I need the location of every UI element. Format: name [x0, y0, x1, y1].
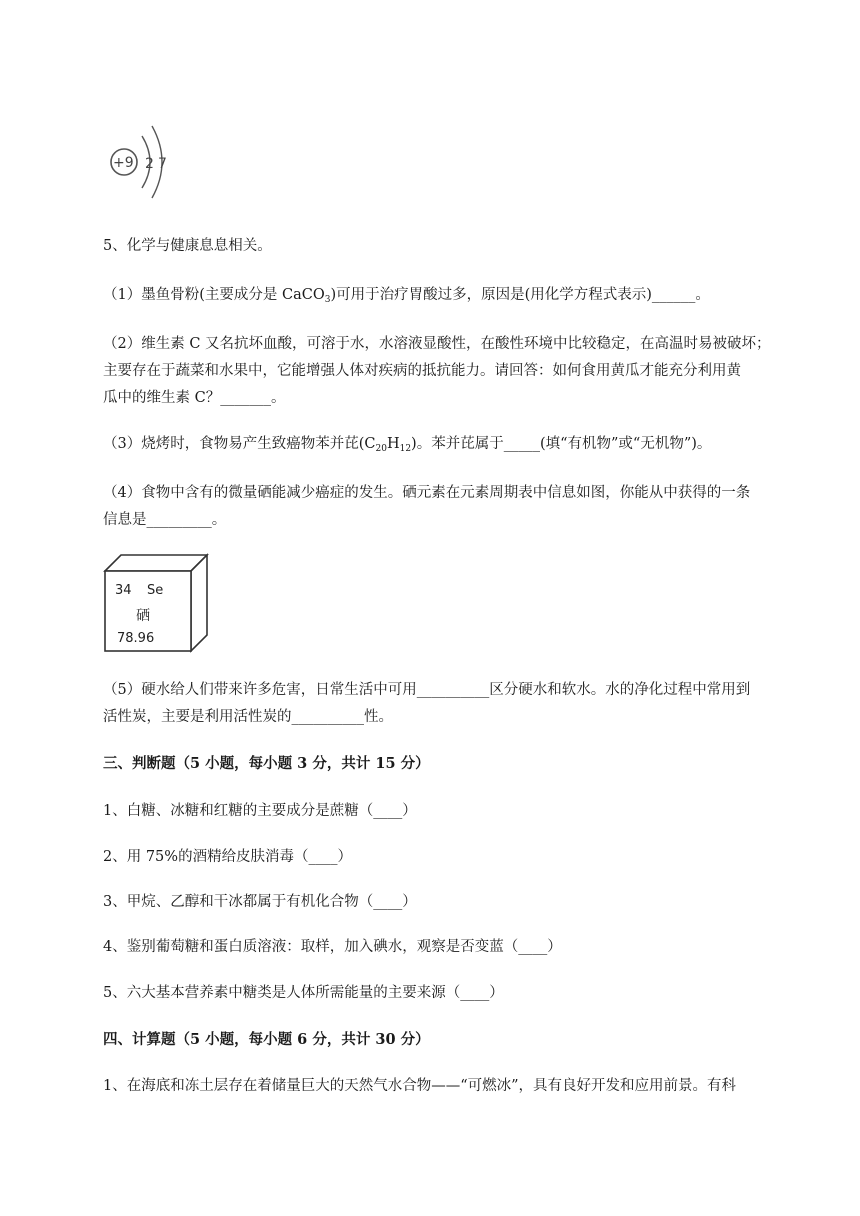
element-symbol: Se [147, 583, 164, 598]
selenium-element-card [101, 553, 211, 653]
judge-item-3: 3、甲烷、乙醇和干冰都属于有机化合物（____） [103, 894, 417, 910]
question-5-2-line2: 主要存在于蔬菜和水果中，它能增强人体对疾病的抵抗能力。请回答：如何食用黄瓜才能充分利用黄 [103, 363, 741, 379]
shell-1-electrons: 2 [145, 156, 154, 172]
calc-question-1-line1: 1、在海底和冻土层存在着储量巨大的天然气水合物——“可燃冰”，具有良好开发和应用前景。有科 [103, 1078, 737, 1094]
judge-item-1: 1、白糖、冰糖和红糖的主要成分是蔗糖（____） [103, 803, 417, 819]
element-name: 硒 [136, 608, 150, 624]
question-5-1: （1）墨鱼骨粉(主要成分是 CaCO$_3$)可用于治疗胃酸过多，原因是(用化学方程式表示)______。 [103, 287, 710, 305]
judge-item-2: 2、用 75%的酒精给皮肤消毒（____） [103, 849, 353, 865]
nucleus-charge: +9 [113, 155, 134, 171]
question-5-2-line1: （2）维生素 C 又名抗坏血酸，可溶于水，水溶液显酸性，在酸性环境中比较稳定，在高温时易被破坏； [103, 336, 771, 352]
atom-structure-diagram [108, 122, 188, 202]
question-5-title: 5、化学与健康息息相关。 [103, 238, 272, 254]
judge-item-5: 5、六大基本营养素中糖类是人体所需能量的主要来源（____） [103, 985, 504, 1001]
question-5-2-line3: 瓜中的维生素 C？_______。 [103, 390, 286, 406]
question-5-4-line1: （4）食物中含有的微量硒能减少癌症的发生。硒元素在元素周期表中信息如图，你能从中获得的一条 [103, 485, 751, 501]
question-5-5-line1: （5）硬水给人们带来许多危害，日常生活中可用__________区分硬水和软水。水的净化过程中常用到 [103, 682, 751, 698]
question-5-5-line2: 活性炭，主要是利用活性炭的__________性。 [103, 709, 393, 725]
atomic-mass: 78.96 [117, 631, 155, 646]
section-3-title: 三、判断题（5 小题，每小题 3 分，共计 15 分） [103, 755, 430, 772]
shell-2-electrons: 7 [158, 156, 167, 172]
question-5-4-line2: 信息是_________。 [103, 512, 227, 528]
judge-item-4: 4、鉴别葡萄糖和蛋白质溶液：取样，加入碘水，观察是否变蓝（____） [103, 939, 562, 955]
atomic-number: 34 [115, 583, 132, 598]
question-5-3: （3）烧烤时，食物易产生致癌物苯并芘$(C_{20}H_{12})$。苯并芘属于_____(填“有机物”或“无机物”)。 [103, 436, 712, 454]
section-4-title: 四、计算题（5 小题，每小题 6 分，共计 30 分） [103, 1031, 430, 1048]
